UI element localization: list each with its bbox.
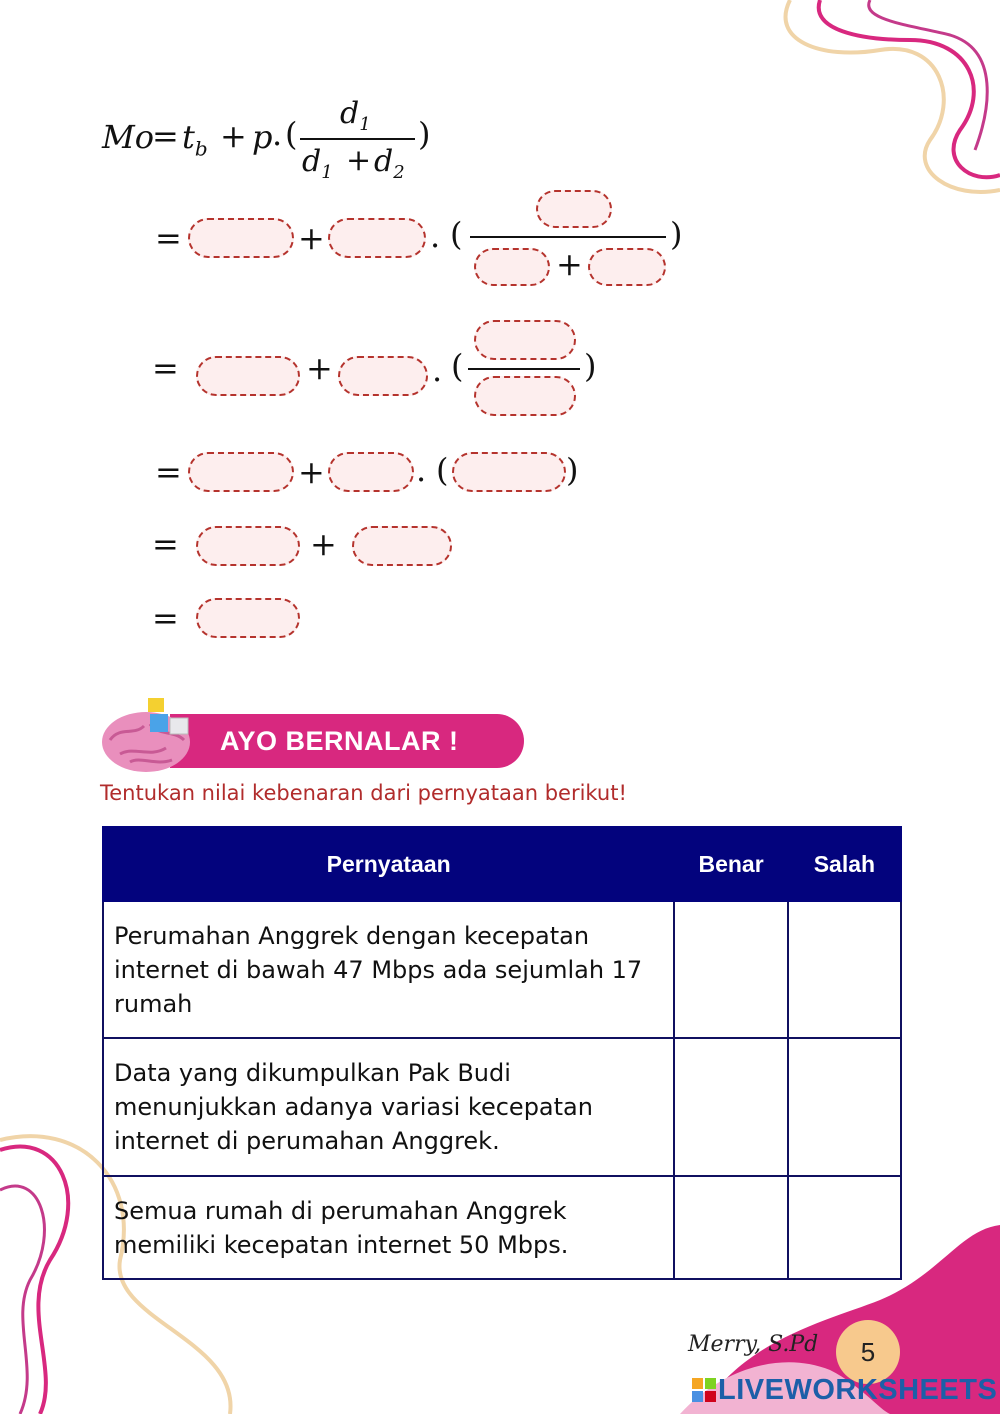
statement-cell: Semua rumah di perumahan Anggrek memiliki kecepatan internet 50 Mbps. (103, 1176, 674, 1279)
open-paren: ( (285, 115, 298, 153)
step3-dot: . (416, 451, 427, 489)
step4-equals: = (152, 525, 179, 563)
header-true: Benar (674, 827, 787, 901)
denominator-plus: + (346, 143, 372, 178)
tb-variable: $t_b$ (182, 118, 208, 161)
page-number: 5 (836, 1320, 900, 1384)
answer-blank-result[interactable] (196, 598, 300, 638)
answer-blank-tb-1[interactable] (188, 218, 294, 258)
answer-blank-p-3[interactable] (328, 452, 414, 492)
step2-open-paren: ( (451, 347, 464, 385)
step3-plus: + (298, 453, 325, 491)
step3-equals: = (155, 453, 182, 491)
statement-table (102, 826, 902, 1280)
header-false: Salah (788, 827, 901, 901)
table-row (103, 1038, 901, 1176)
numerator-d1: $d_1$ (340, 96, 371, 135)
table-row (103, 901, 901, 1038)
answer-blank-denominator-2[interactable] (474, 376, 576, 416)
answer-blank-tb-2[interactable] (196, 356, 300, 396)
answer-blank-tb-3[interactable] (188, 452, 294, 492)
step2-equals: = (152, 349, 179, 387)
step2-plus: + (306, 349, 333, 387)
p-variable: p (252, 118, 273, 156)
answer-blank-tb-4[interactable] (196, 526, 300, 566)
liveworksheets-logo-icon (692, 1378, 716, 1402)
decorative-swirl-top-right (760, 0, 1000, 220)
table-row (103, 1176, 901, 1279)
answer-blank-numerator-2[interactable] (474, 320, 576, 360)
false-answer-cell[interactable] (788, 1038, 901, 1176)
formula-lhs: Mo (102, 118, 155, 156)
step4-plus: + (310, 525, 337, 563)
plus-sign: + (220, 117, 247, 155)
denominator-d1: $d_1$ (302, 144, 333, 183)
mode-formula (102, 96, 442, 186)
header-statement: Pernyataan (103, 827, 674, 901)
false-answer-cell[interactable] (788, 1176, 901, 1279)
step2-dot: . (432, 351, 443, 389)
section-banner (170, 714, 524, 768)
answer-blank-d2-denominator[interactable] (588, 248, 666, 286)
step3-close-paren: ) (566, 451, 579, 489)
true-answer-cell[interactable] (674, 1038, 787, 1176)
step1-dot: . (430, 217, 441, 255)
false-answer-cell[interactable] (788, 901, 901, 1038)
step1-denominator-plus: + (556, 245, 583, 283)
author-signature: Merry, S.Pd (688, 1332, 819, 1357)
step1-plus: + (298, 219, 325, 257)
step5-equals: = (152, 599, 179, 637)
answer-blank-p-2[interactable] (338, 356, 428, 396)
instruction-text: Tentukan nilai kebenaran dari pernyataan berikut! (100, 781, 627, 805)
brain-puzzle-icon (100, 696, 196, 776)
equals-sign: = (152, 117, 179, 155)
statement-cell: Perumahan Anggrek dengan kecepatan internet di bawah 47 Mbps ada sejumlah 17 rumah (103, 901, 674, 1038)
step3-open-paren: ( (436, 451, 449, 489)
answer-blank-d1-numerator[interactable] (536, 190, 612, 228)
answer-blank-p-1[interactable] (328, 218, 426, 258)
statement-cell: Data yang dikumpulkan Pak Budi menunjukkan adanya variasi kecepatan internet di perumahan Anggrek. (103, 1038, 674, 1176)
denominator-d2: $d_2$ (374, 144, 405, 183)
step2-fraction-line (468, 368, 580, 370)
dot-operator: . (272, 115, 283, 153)
answer-blank-fraction-3[interactable] (452, 452, 566, 492)
fraction-line (300, 138, 415, 140)
table-header-row (103, 827, 901, 901)
close-paren: ) (418, 115, 431, 153)
true-answer-cell[interactable] (674, 901, 787, 1038)
liveworksheets-watermark: LIVEWORKSHEETS (718, 1374, 998, 1406)
banner-title: AYO BERNALAR ! (220, 726, 459, 756)
answer-blank-d1-denominator[interactable] (474, 248, 550, 286)
step2-close-paren: ) (584, 347, 597, 385)
step1-open-paren: ( (450, 215, 463, 253)
step1-fraction-line (470, 236, 666, 238)
true-answer-cell[interactable] (674, 1176, 787, 1279)
answer-blank-product-4[interactable] (352, 526, 452, 566)
step1-equals: = (155, 219, 182, 257)
step1-close-paren: ) (670, 215, 683, 253)
